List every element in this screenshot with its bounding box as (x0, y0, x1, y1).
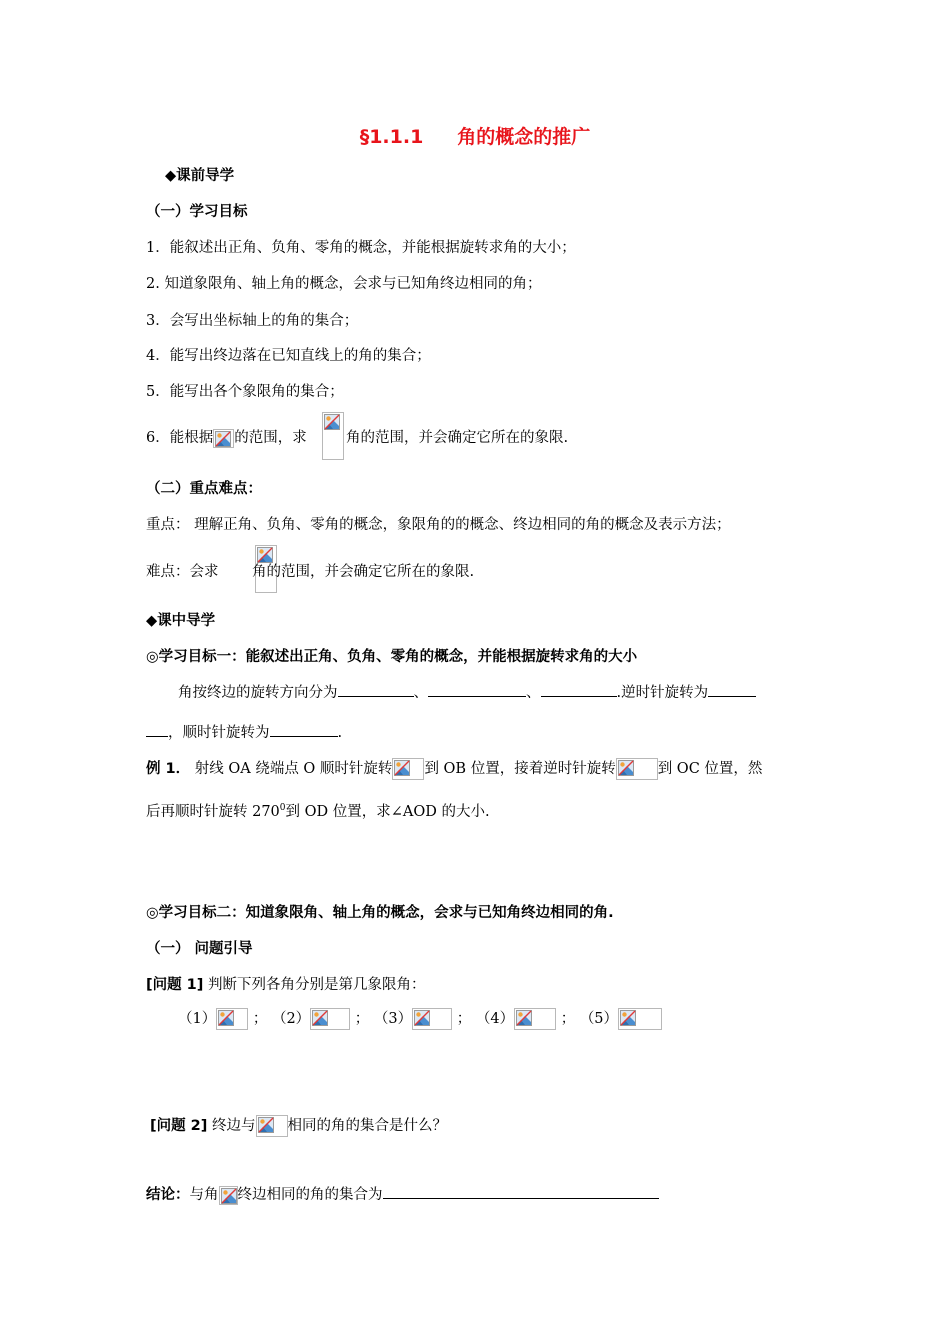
formula-image-icon (514, 1008, 556, 1030)
page-title (0, 122, 950, 149)
title-text: 角的概念的推广 (457, 126, 591, 148)
question-1: [问题 1] 判断下列各角分别是第几象限角： (146, 977, 426, 993)
formula-image-icon (616, 758, 658, 780)
section-number: §1.1.1 (359, 126, 424, 148)
goal-1-heading: ◎学习目标一：能叙述出正角、负角、零角的概念，并能根据旋转求角的大小 (146, 649, 638, 665)
formula-image-icon (392, 758, 424, 780)
objectives-heading: （一）学习目标 (146, 204, 248, 220)
objective-1: 1．能叙述出正角、负角、零角的概念，并能根据旋转求角的大小； (146, 240, 576, 256)
answer-blank[interactable] (541, 682, 617, 697)
conclusion-label: 结论： (146, 1187, 190, 1203)
example-label: 例 1． (146, 761, 191, 777)
formula-image-icon (412, 1008, 452, 1030)
formula-image-icon (310, 1008, 350, 1030)
key-point: 重点： 理解正角、负角、零角的概念，象限角的的概念、终边相同的角的概念及表示方法； (146, 517, 731, 533)
objective-5: 5．能写出各个象限角的集合； (146, 384, 344, 400)
rotation-paragraph-line2: ，顺时针旋转为 . (146, 721, 342, 742)
question-1-items: （1） ； （2） ； （3） ； （4） ； （5） (178, 1007, 662, 1030)
difficult-point-text: 角的范围，并会确定它所在的象限. (252, 564, 475, 580)
answer-blank[interactable] (383, 1184, 659, 1199)
answer-blank[interactable] (428, 682, 526, 697)
question-2-label: [问题 2] (150, 1118, 208, 1134)
goal-2-heading: ◎学习目标二：知道象限角、轴上角的概念，会求与已知角终边相同的角. (146, 905, 614, 921)
objective-2: 2. 知道象限角、轴上角的概念，会求与已知角终边相同的角； (146, 276, 542, 292)
answer-blank[interactable] (270, 722, 338, 737)
formula-image-icon (213, 429, 234, 448)
question-1-label: [问题 1] (146, 977, 204, 993)
question-guide-heading: （一） 问题引导 (146, 941, 253, 957)
objective-4: 4．能写出终边落在已知直线上的角的集合； (146, 348, 431, 364)
key-points-heading: （二）重点难点： (146, 481, 262, 497)
conclusion: 结论：与角 终边相同的角的集合为 (146, 1183, 659, 1205)
formula-image-icon (219, 1186, 238, 1205)
formula-image-icon (322, 412, 344, 460)
example-1: 例 1． 射线 OA 绕端点 O 顺时针旋转 到 OB 位置，接着逆时针旋转 到 OC 位置，然 (146, 757, 762, 780)
answer-blank[interactable] (338, 682, 414, 697)
formula-image-icon (216, 1008, 248, 1030)
difficult-point-label: 难点：会求 (146, 564, 219, 580)
objective-6-tail: 角的范围，并会确定它所在的象限. (346, 430, 569, 446)
objective-6: 6．能根据 的范围，求 (146, 430, 307, 446)
answer-blank[interactable] (708, 682, 756, 697)
question-2: [问题 2] 终边与 相同的角的集合是什么？ (150, 1114, 447, 1137)
rotation-paragraph: 角按终边的旋转方向分为 、 、 .逆时针旋转为 (178, 681, 756, 702)
answer-blank[interactable] (146, 722, 168, 737)
example-1-line2: 后再顺时针旋转 $270^0$到 OD 位置，求∠AOD 的大小. (146, 803, 490, 820)
formula-image-icon (256, 1115, 288, 1137)
in-class-heading: ◆课中导学 (146, 613, 216, 629)
objective-3: 3．会写出坐标轴上的角的集合； (146, 313, 359, 329)
formula-image-icon (618, 1008, 662, 1030)
pre-class-heading: ◆课前导学 (165, 168, 235, 184)
